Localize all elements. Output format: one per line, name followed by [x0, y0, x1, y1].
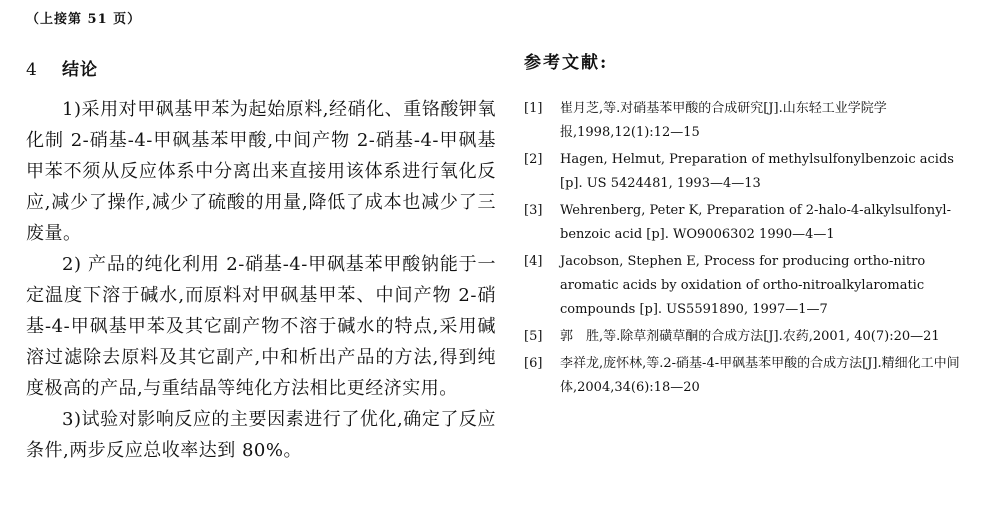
- reference-item: [524, 325, 980, 349]
- reference-number: [5]: [524, 329, 543, 344]
- section-title: 结论: [62, 60, 98, 80]
- reference-text: Jacobson, Stephen E, Process for producing ortho-nitro aromatic acids by oxidation of ortho-nitroalkylaromatic compounds [p]. US5591890, 1997—1—7: [560, 254, 926, 317]
- reference-number: [1]: [524, 101, 543, 116]
- references-title: 参考文献:: [524, 53, 609, 73]
- references-section: [524, 48, 980, 403]
- reference-item: [524, 352, 980, 400]
- reference-text: 郭 胜,等.除草剂磺草酮的合成方法[J].农药,2001, 40(7):20—21: [560, 329, 940, 344]
- conclusion-paragraph-3: 3)试验对影响反应的主要因素进行了优化,确定了反应条件,两步反应总收率达到 80%。: [26, 409, 496, 461]
- conclusion-section: [26, 55, 496, 466]
- section-number: 4: [26, 60, 38, 80]
- reference-item: [524, 250, 980, 322]
- reference-number: [4]: [524, 254, 543, 269]
- conclusion-paragraph-1: 1)采用对甲砜基甲苯为起始原料,经硝化、重铬酸钾氧化制 2-硝基-4-甲砜基苯甲酸,中间产物 2-硝基-4-甲砜基甲苯不须从反应体系中分离出来直接用该体系进行氧化反应,减少了操作,减少了硫酸的用量,降低了成本也减少了三废量。: [26, 99, 496, 244]
- reference-text: Wehrenberg, Peter K, Preparation of 2-halo-4-alkylsulfonyl-benzoic acid [p]. WO9006302 1990—4—1: [560, 203, 951, 242]
- section-heading: [26, 55, 496, 80]
- conclusion-paragraph-2: 2) 产品的纯化利用 2-硝基-4-甲砜基苯甲酸钠能于一定温度下溶于碱水,而原料对甲砜基甲苯、中间产物 2-硝基-4-甲砜基甲苯及其它副产物不溶于碱水的特点,采用碱溶过滤除去原料及其它副产,中和析出产品的方法,得到纯度极高的产品,与重结晶等纯化方法相比更经济实用。: [26, 254, 496, 399]
- reference-number: [2]: [524, 152, 543, 167]
- reference-text: 李祥龙,庞怀林,等.2-硝基-4-甲砜基苯甲酸的合成方法[J].精细化工中间体,2004,34(6):18—20: [560, 356, 960, 395]
- reference-item: [524, 148, 980, 196]
- reference-number: [3]: [524, 203, 543, 218]
- reference-item: [524, 199, 980, 247]
- reference-item: [524, 97, 980, 145]
- reference-text: Hagen, Helmut, Preparation of methylsulfonylbenzoic acids [p]. US 5424481, 1993—4—13: [560, 152, 954, 191]
- continued-note: （上接第 51 页）: [26, 12, 142, 27]
- reference-number: [6]: [524, 356, 543, 371]
- reference-text: 崔月芝,等.对硝基苯甲酸的合成研究[J].山东轻工业学院学报,1998,12(1):12—15: [560, 101, 887, 140]
